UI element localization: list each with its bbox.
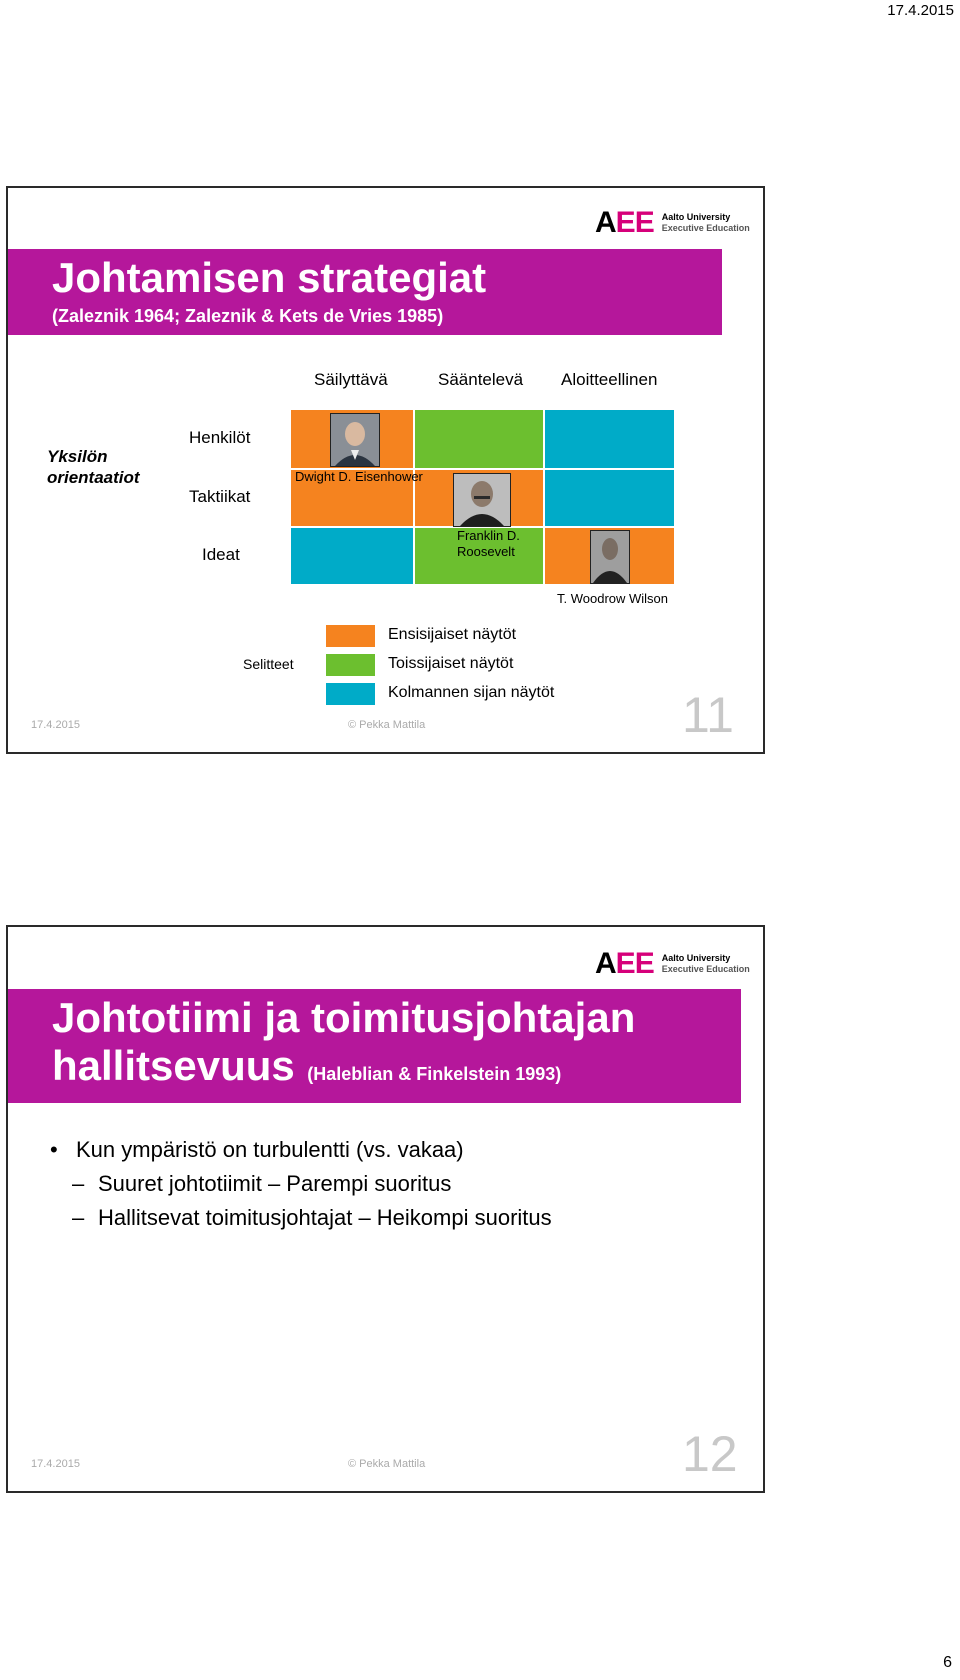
bullet-item: Kun ympäristö on turbulentti (vs. vakaa): [76, 1137, 464, 1162]
cell-ideat-sailyttava: [291, 528, 413, 584]
footer-author: © Pekka Mattila: [348, 719, 426, 731]
slide-11: [6, 186, 765, 754]
column-header-sailyttava: Säilyttävä: [314, 370, 388, 389]
legend-label: Selitteet: [243, 656, 294, 672]
row-label-taktiikat: Taktiikat: [189, 487, 251, 506]
cell-henkilot-aloitteellinen: [545, 410, 674, 468]
slide-number: 11: [682, 687, 734, 743]
slide-12: [6, 925, 765, 1493]
footer-author: © Pekka Mattila: [348, 1458, 426, 1470]
legend-item-secondary: Toissijaiset näytöt: [388, 655, 514, 672]
legend-swatch-primary: [326, 625, 375, 647]
row-label-ideat: Ideat: [202, 545, 240, 564]
subbullet-item: Hallitsevat toimitusjohtajat – Heikompi suoritus: [98, 1205, 552, 1230]
slide-title-cite: (Haleblian & Finkelstein 1993): [307, 1064, 562, 1084]
aalto-logo-text: Aalto University Executive Education: [661, 953, 750, 974]
legend-swatch-tertiary: [326, 683, 375, 705]
row-label-henkilot: Henkilöt: [189, 428, 251, 447]
caption-wilson: T. Woodrow Wilson: [557, 591, 669, 606]
caption-eisenhower: Dwight D. Eisenhower: [295, 469, 423, 484]
slide-title: Johtamisen strategiat: [52, 254, 487, 301]
aalto-logo: [595, 208, 750, 238]
roosevelt-portrait: [453, 473, 511, 527]
wilson-portrait: [590, 530, 630, 584]
title-bar: [8, 249, 722, 335]
bullet-marker: •: [50, 1137, 58, 1162]
slide-subtitle: (Zaleznik 1964; Zaleznik & Kets de Vries 1985): [52, 306, 444, 326]
footer-date: 17.4.2015: [31, 1458, 80, 1470]
subbullet-item: Suuret johtotiimit – Parempi suoritus: [98, 1171, 452, 1196]
title-bar: [8, 989, 741, 1103]
column-header-saantaleva: Sääntelevä: [438, 370, 524, 389]
aalto-logo: [595, 949, 750, 979]
aee-logo-mark: AEE: [595, 947, 654, 980]
aalto-logo-text: Aalto University Executive Education: [661, 212, 750, 233]
cell-taktiikat-aloitteellinen: [545, 470, 674, 526]
page-number: 6: [943, 1654, 952, 1671]
subbullet-dash: –: [72, 1171, 85, 1196]
legend-item-tertiary: Kolmannen sijan näytöt: [388, 684, 555, 701]
row-group-label: Yksilön orientaatiot: [47, 447, 140, 487]
page-date: 17.4.2015: [887, 2, 954, 19]
legend-swatch-secondary: [326, 654, 375, 676]
aee-logo-mark: AEE: [595, 206, 654, 239]
caption-roosevelt: Franklin D. Roosevelt: [457, 528, 520, 559]
legend-item-primary: Ensisijaiset näytöt: [388, 626, 517, 643]
slide-number: 12: [682, 1426, 738, 1482]
column-header-aloitteellinen: Aloitteellinen: [561, 370, 658, 389]
eisenhower-portrait: [330, 413, 380, 467]
footer-date: 17.4.2015: [31, 719, 80, 731]
subbullet-dash: –: [72, 1205, 85, 1230]
cell-henkilot-saantaleva: [415, 410, 543, 468]
slide-title-line1: Johtotiimi ja toimitusjohtajan: [52, 994, 636, 1041]
slide-title-line2: hallitsevuus (Haleblian & Finkelstein 1993): [52, 1042, 562, 1089]
